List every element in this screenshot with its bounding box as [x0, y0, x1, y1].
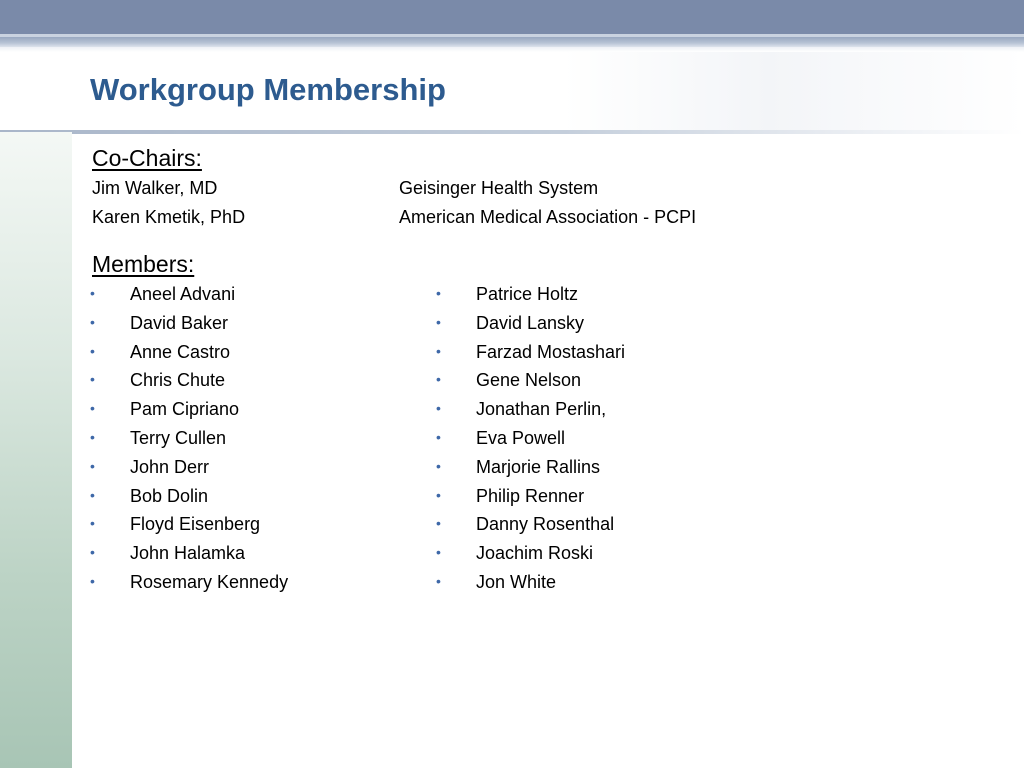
member-name: Joachim Roski: [476, 543, 594, 564]
member-name: Terry Cullen: [130, 427, 227, 448]
member-name: Danny Rosenthal: [476, 514, 615, 535]
bullet-icon: •: [436, 515, 441, 532]
member-name: Anne Castro: [130, 341, 231, 362]
co-chair-name: Jim Walker, MD: [92, 178, 218, 198]
member-name: Rosemary Kennedy: [130, 571, 289, 592]
member-name: Patrice Holtz: [476, 284, 579, 304]
member-name: Philip Renner: [476, 485, 585, 506]
title-divider: [0, 130, 1024, 134]
bullet-icon: •: [90, 285, 95, 301]
bullet-icon: •: [436, 572, 441, 589]
member-name: Chris Chute: [130, 370, 226, 391]
member-name: Floyd Eisenberg: [130, 514, 261, 535]
bullet-icon: •: [436, 486, 441, 503]
member-name: Jonathan Perlin,: [476, 399, 607, 420]
top-banner: [0, 0, 1024, 34]
member-name: David Baker: [130, 312, 229, 333]
member-name: Eva Powell: [476, 427, 566, 448]
member-name: Pam Cipriano: [130, 399, 240, 420]
banner-stripe: [0, 37, 1024, 47]
bullet-icon: •: [90, 457, 95, 474]
bullet-icon: •: [436, 342, 441, 359]
member-name: John Halamka: [130, 543, 246, 564]
bullet-icon: •: [90, 400, 95, 417]
member-name: John Derr: [130, 456, 210, 477]
left-side-panel: [0, 132, 72, 768]
bullet-icon: •: [90, 342, 95, 359]
member-name: Marjorie Rallins: [476, 456, 601, 477]
bullet-icon: •: [90, 486, 95, 503]
member-name: Bob Dolin: [130, 485, 209, 506]
bullet-icon: •: [90, 544, 95, 561]
bullet-icon: •: [90, 572, 95, 589]
co-chair-organization: American Medical Association - PCPI: [399, 207, 697, 227]
co-chairs-heading: Co-Chairs:: [92, 145, 202, 171]
member-name: Gene Nelson: [476, 370, 582, 391]
bullet-icon: •: [90, 428, 95, 445]
member-name: Farzad Mostashari: [476, 341, 626, 362]
members-heading: Members:: [92, 251, 195, 277]
bullet-icon: •: [436, 428, 441, 445]
bullet-icon: •: [436, 400, 441, 417]
bullet-icon: •: [90, 371, 95, 388]
member-name: David Lansky: [476, 312, 585, 333]
bullet-icon: •: [436, 371, 441, 388]
bullet-icon: •: [436, 544, 441, 561]
co-chair-organization: Geisinger Health System: [399, 178, 599, 198]
member-name: Jon White: [476, 571, 557, 592]
co-chair-name: Karen Kmetik, PhD: [92, 207, 246, 227]
bullet-icon: •: [436, 285, 441, 301]
bullet-icon: •: [90, 313, 95, 330]
page-title: Workgroup Membership: [90, 72, 446, 107]
bullet-icon: •: [90, 515, 95, 532]
bullet-icon: •: [436, 457, 441, 474]
member-name: Aneel Advani: [130, 284, 236, 304]
bullet-icon: •: [436, 313, 441, 330]
